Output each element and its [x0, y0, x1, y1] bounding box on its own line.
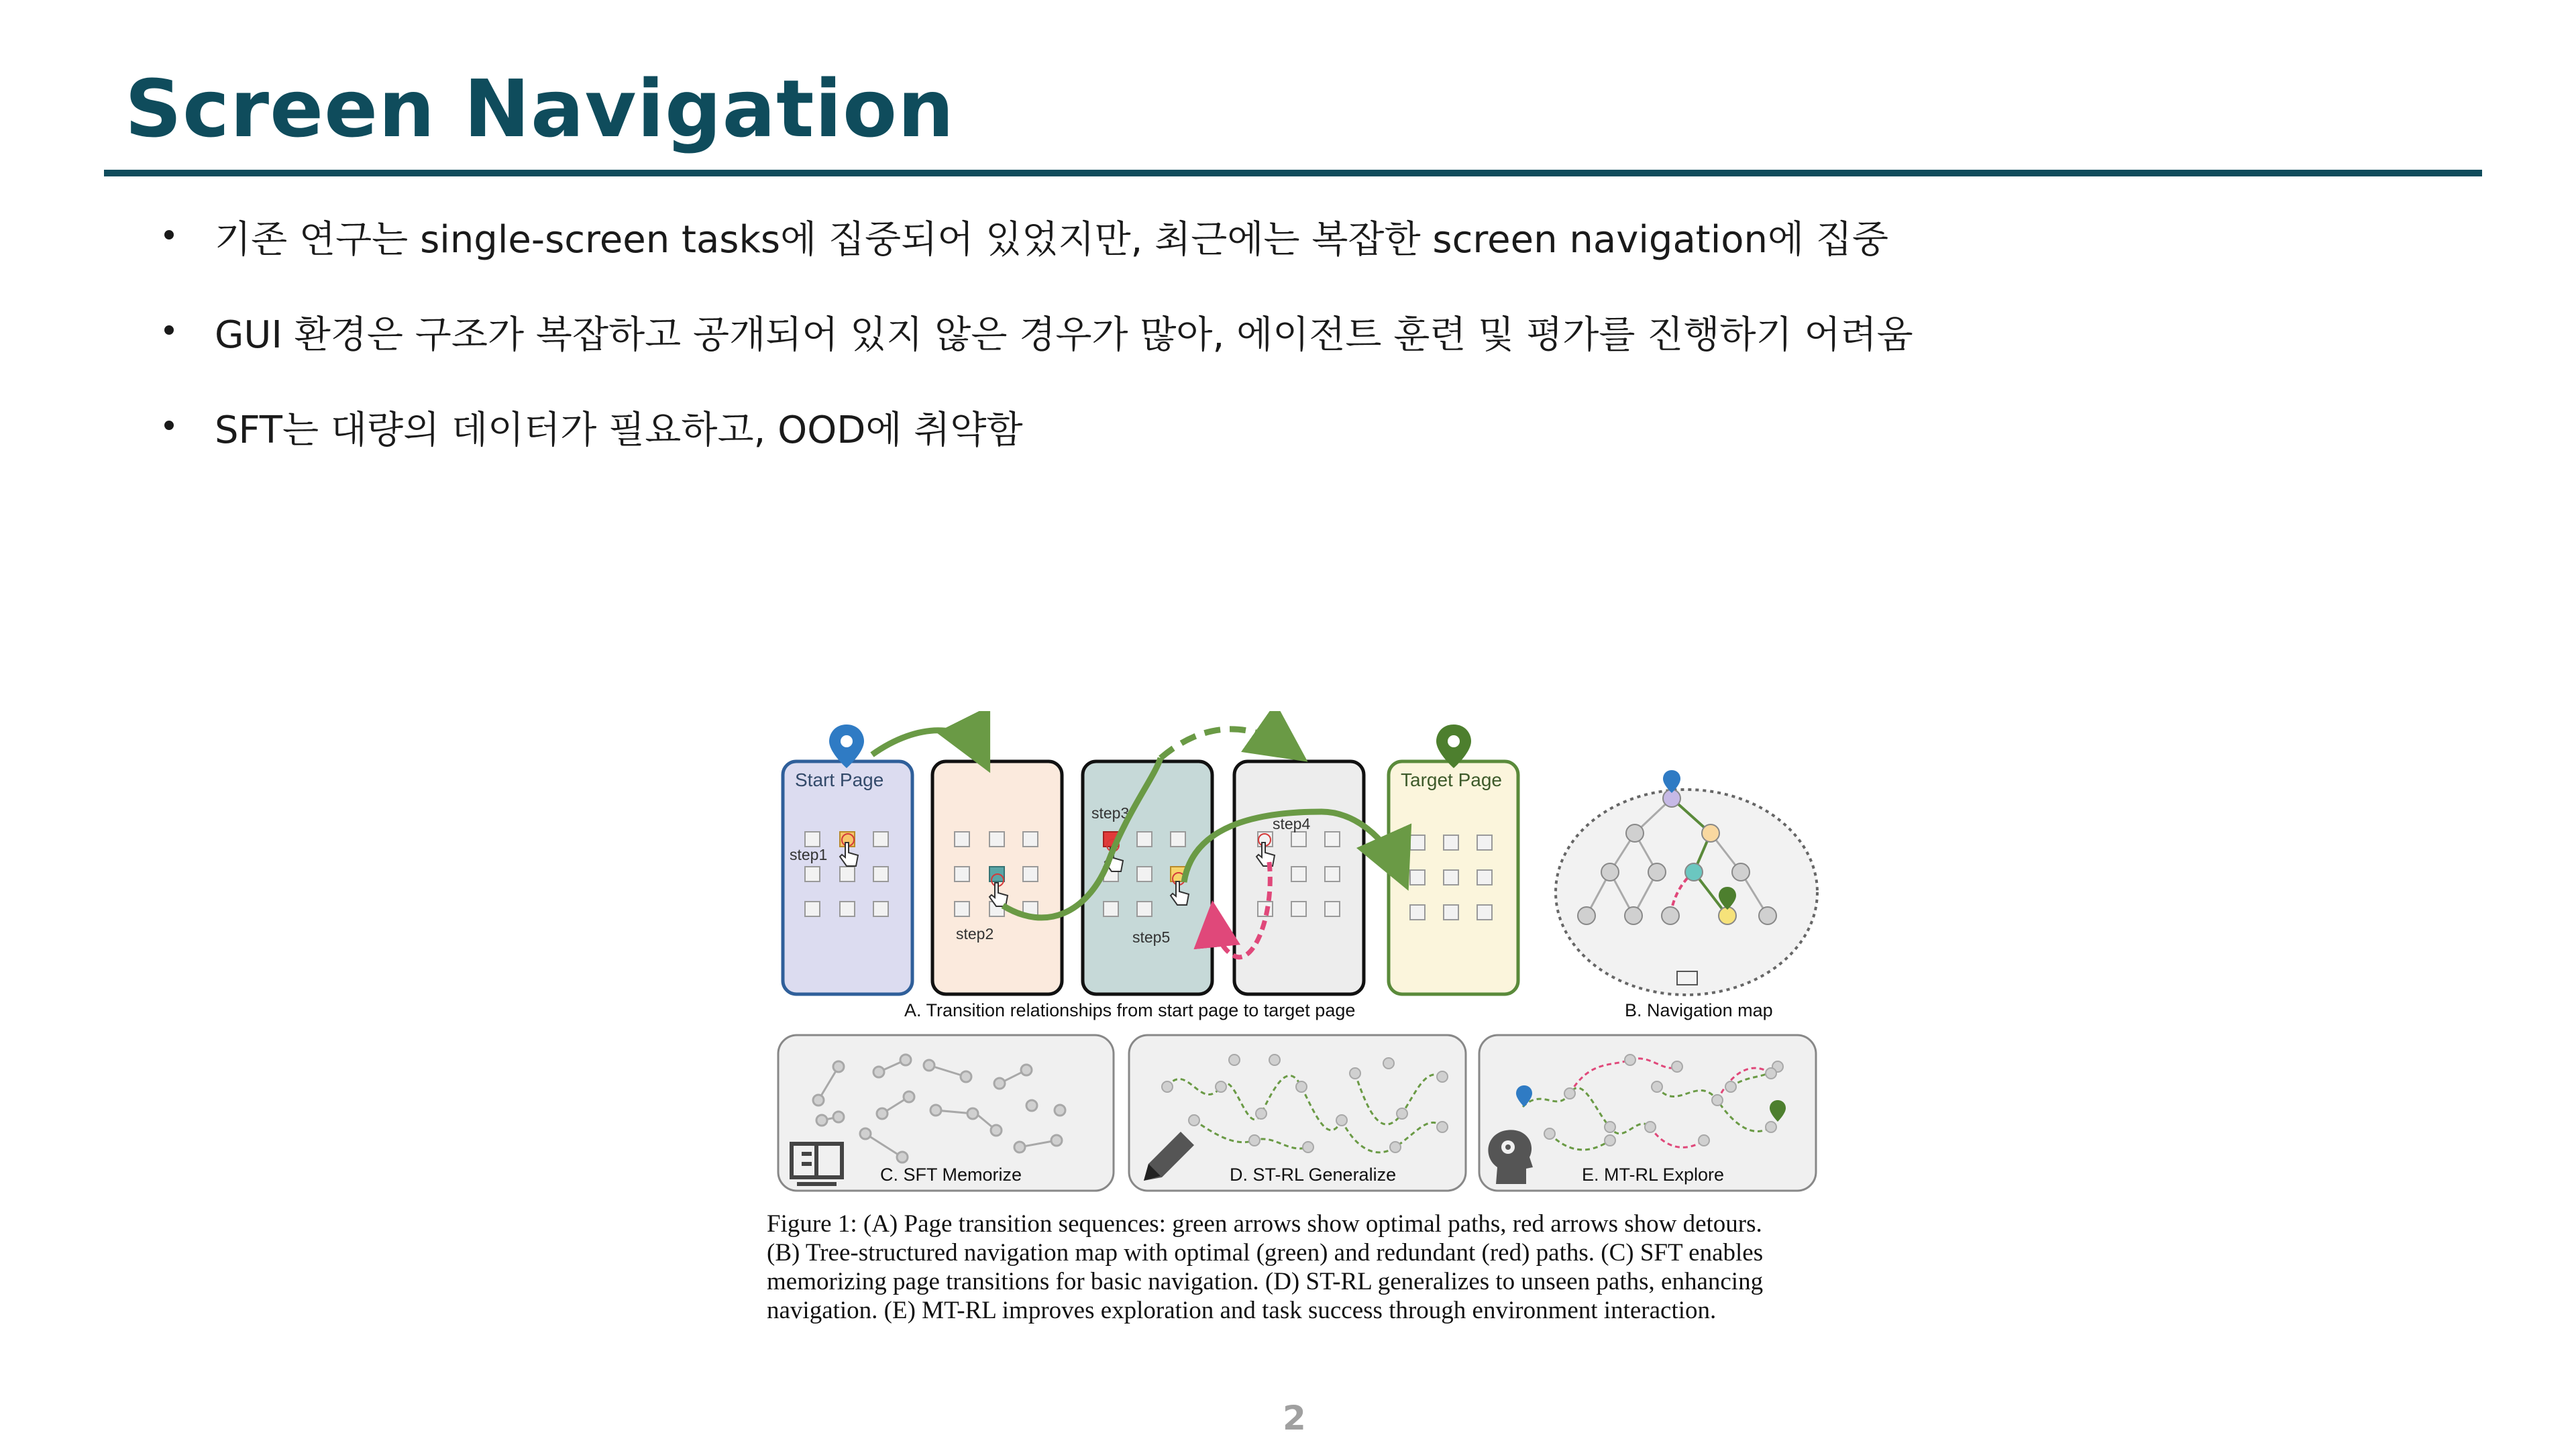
map-start-pin-icon	[1663, 770, 1680, 793]
panel-b	[1556, 770, 1817, 1020]
figure-1	[765, 711, 1828, 1194]
step5-label: step5	[1132, 928, 1171, 946]
panel-c	[778, 1035, 1114, 1191]
panel-a	[783, 724, 1518, 1020]
panel-e	[1479, 1035, 1816, 1191]
bullet-dot	[164, 325, 174, 335]
step2-label: step2	[956, 925, 994, 943]
bullet-text: 기존 연구는 single-screen tasks에 집중되어 있었지만, 최근에는 복잡한 screen navigation에 집중	[215, 218, 1889, 262]
step1-label: step1	[790, 846, 828, 863]
caption-line: Figure 1: (A) Page transition sequences: green arrows show optimal paths, red arrows show detours.	[767, 1210, 1762, 1238]
caption-line: memorizing page transitions for basic navigation. (D) ST-RL generalizes to unseen paths, enhancing	[767, 1268, 1764, 1295]
target-page-label: Target Page	[1401, 769, 1502, 790]
dashed-optimal-arrow	[1161, 729, 1288, 758]
caption-line: (B) Tree-structured navigation map with optimal (green) and redundant (red) paths. (C) SFT enables	[767, 1239, 1764, 1267]
navigation-map-boundary	[1556, 790, 1817, 995]
panel-c-caption: C. SFT Memorize	[880, 1165, 1022, 1185]
start-page-label: Start Page	[795, 769, 884, 790]
bullet-text: GUI 환경은 구조가 복잡하고 공개되어 있지 않은 경우가 많아, 에이전트 훈련 및 평가를 진행하기 어려움	[215, 313, 1913, 357]
panel-e-caption: E. MT-RL Explore	[1582, 1165, 1725, 1185]
panel-d-caption: D. ST-RL Generalize	[1230, 1165, 1397, 1185]
optimal-arrow	[872, 731, 979, 755]
step4-label: step4	[1273, 815, 1311, 833]
figure-caption	[767, 1210, 1833, 1325]
step3-label: step3	[1091, 804, 1130, 822]
slide-title: Screen Navigation	[125, 62, 955, 155]
bullet-dot	[164, 230, 174, 239]
title-underline	[104, 170, 2482, 176]
caption-line: navigation. (E) MT-RL improves exploration and task success through environment interaction.	[767, 1297, 1717, 1324]
page-number: 2	[1283, 1399, 1306, 1438]
panel-a-caption: A. Transition relationships from start page to target page	[904, 1000, 1356, 1020]
bullet-dot	[164, 421, 174, 430]
bullet-text: SFT는 대량의 데이터가 필요하고, OOD에 취약함	[215, 409, 1023, 452]
panel-d	[1129, 1035, 1466, 1191]
panel-b-caption: B. Navigation map	[1625, 1000, 1773, 1020]
figure-diagram	[765, 711, 1828, 1194]
